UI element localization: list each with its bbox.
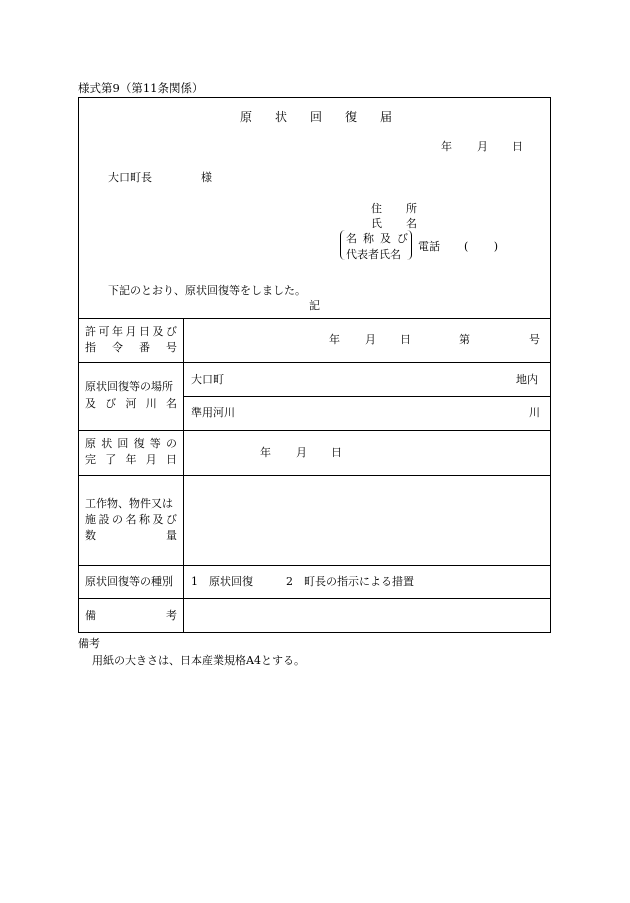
ki-label: 記 bbox=[309, 299, 320, 312]
permit-day: 日 bbox=[400, 333, 411, 346]
completion-label-1: 原 状 回 復 等 の bbox=[85, 437, 177, 450]
table-top-line bbox=[78, 318, 551, 319]
remarks-label: 備 考 bbox=[85, 609, 177, 622]
form-number: 様式第9（第11条関係） bbox=[78, 81, 204, 95]
completion-year: 年 bbox=[260, 446, 271, 459]
statement: 下記のとおり、原状回復等をしました。 bbox=[108, 284, 306, 297]
label-divider bbox=[183, 318, 184, 633]
note-text: 用紙の大きさは、日本産業規格A4とする。 bbox=[92, 654, 305, 667]
location-river: 準用河川 bbox=[191, 406, 235, 419]
row-line-4 bbox=[78, 565, 551, 566]
row-line-1 bbox=[78, 362, 551, 363]
phone-label: 電話 bbox=[418, 240, 440, 253]
title-char-4: 復 bbox=[344, 110, 357, 124]
completion-month: 月 bbox=[296, 446, 307, 459]
applicant-address-label: 住 所 bbox=[371, 202, 417, 215]
completion-label-2: 完 了 年 月 日 bbox=[85, 453, 177, 466]
kind-value: 1 原状回復 2 町長の指示による措置 bbox=[191, 575, 414, 588]
permit-year: 年 bbox=[329, 333, 340, 346]
corp-name-label: 名 称 及 び bbox=[346, 232, 408, 245]
phone-parens: ( ) bbox=[464, 240, 498, 253]
permit-month: 月 bbox=[365, 333, 376, 346]
location-label-2: 及 び 河 川 名 bbox=[85, 397, 177, 410]
structure-label-3: 数 量 bbox=[85, 529, 177, 542]
note-title: 備考 bbox=[78, 637, 100, 650]
representative-label: 代表者氏名 bbox=[346, 248, 401, 261]
date-year: 年 bbox=[441, 140, 452, 153]
kind-label: 原状回復等の種別 bbox=[85, 575, 173, 588]
date-month: 月 bbox=[477, 140, 488, 153]
title-char-1: 原 bbox=[240, 110, 253, 124]
form-title bbox=[240, 111, 392, 123]
applicant-name-label: 氏 名 bbox=[371, 217, 417, 230]
row-line-5 bbox=[78, 598, 551, 599]
row-line-3 bbox=[78, 475, 551, 476]
permit-label-1: 許 可 年 月 日 及 び bbox=[85, 325, 177, 338]
row-line-2 bbox=[78, 430, 551, 431]
row-inner-line bbox=[184, 396, 551, 397]
permit-go: 号 bbox=[529, 333, 540, 346]
title-char-3: 回 bbox=[309, 110, 322, 124]
location-chinai: 地内 bbox=[516, 373, 538, 386]
title-char-5: 届 bbox=[379, 110, 392, 124]
permit-dai: 第 bbox=[459, 333, 470, 346]
structure-label-2: 施 設 の 名 称 及 び bbox=[85, 513, 177, 526]
permit-label-2: 指 令 番 号 bbox=[85, 341, 177, 354]
completion-day: 日 bbox=[331, 446, 342, 459]
location-town: 大口町 bbox=[191, 373, 224, 386]
location-label-1: 原状回復等の場所 bbox=[85, 380, 173, 393]
location-kawa: 川 bbox=[529, 406, 540, 419]
structure-label-1: 工作物、物件又は bbox=[85, 497, 173, 510]
addressee: 大口町長 bbox=[108, 171, 152, 184]
date-day: 日 bbox=[512, 140, 523, 153]
title-char-2: 状 bbox=[274, 110, 287, 124]
honorific: 様 bbox=[201, 171, 212, 184]
